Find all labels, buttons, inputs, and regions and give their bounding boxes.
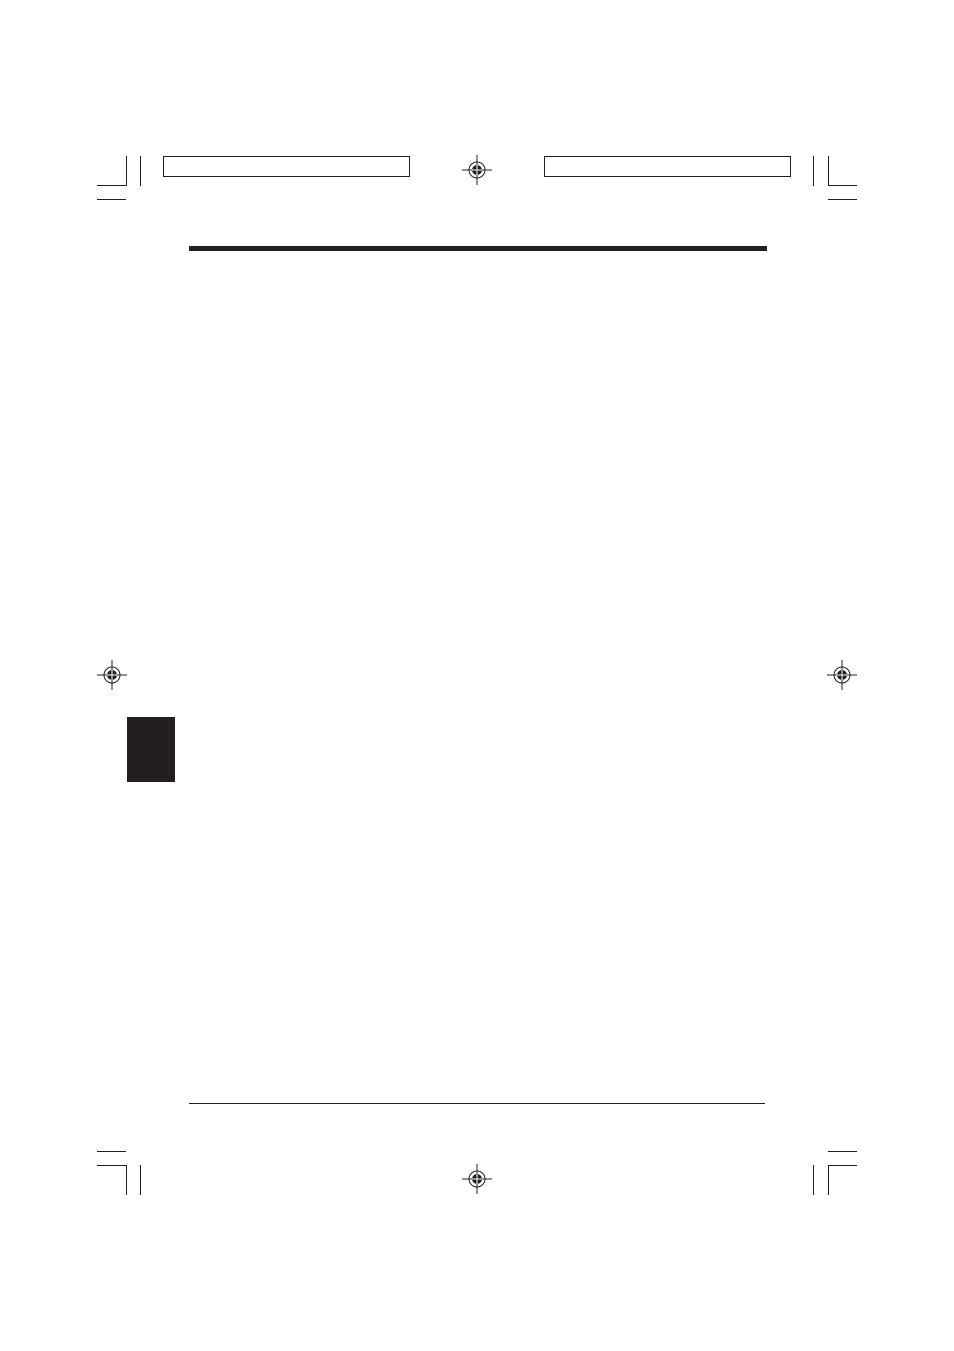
crop-mark xyxy=(140,1165,141,1195)
crop-mark xyxy=(828,199,857,200)
crop-mark xyxy=(828,1165,857,1166)
crop-mark xyxy=(126,1165,127,1195)
crop-mark xyxy=(813,1165,814,1195)
process-color-bar xyxy=(544,156,791,177)
crop-mark xyxy=(828,1151,857,1152)
registration-mark-icon xyxy=(462,155,492,185)
crop-mark xyxy=(97,1151,126,1152)
crop-mark xyxy=(126,156,127,186)
crop-mark xyxy=(97,1165,126,1166)
crop-mark xyxy=(813,156,814,186)
registration-mark-icon xyxy=(827,660,857,690)
crop-mark xyxy=(828,156,829,186)
grayscale-color-bar xyxy=(163,156,410,177)
side-index-tab xyxy=(127,717,175,782)
crop-mark xyxy=(140,156,141,186)
crop-mark xyxy=(828,1165,829,1195)
registration-mark-icon xyxy=(462,1164,492,1194)
registration-mark-icon xyxy=(97,660,127,690)
header-rule xyxy=(189,246,767,251)
footer-rule xyxy=(189,1103,765,1104)
crop-mark xyxy=(97,199,126,200)
crop-mark xyxy=(828,185,857,186)
crop-mark xyxy=(97,185,126,186)
